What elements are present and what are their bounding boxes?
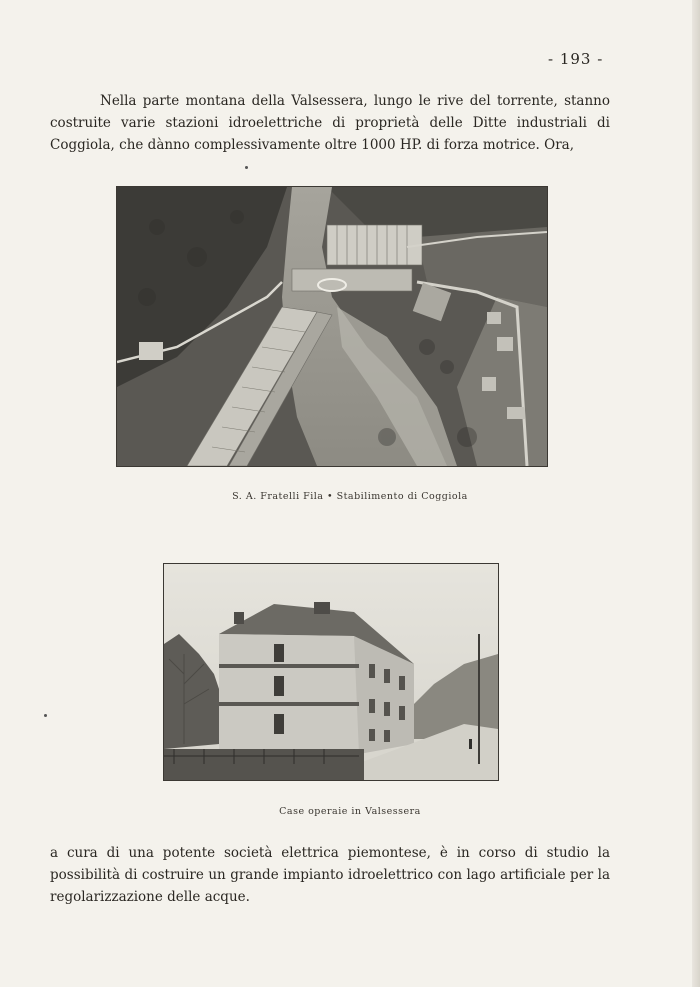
print-speck [245, 166, 248, 169]
figure-caption-housing: Case operaie in Valsessera [279, 806, 421, 817]
page-number: - 193 - [548, 50, 604, 68]
paragraph-bottom: a cura di una potente società elettrica piemontese, è in corso di studio la possibilità di costruire un grande impianto idroelettrico con lago artificiale per la regolarizzazione delle acque. [50, 845, 610, 905]
worker-housing-photo [163, 563, 499, 781]
print-speck [44, 714, 47, 717]
figure-caption-factory: S. A. Fratelli Fila • Stabilimento di Coggiola [232, 491, 468, 502]
paragraph-top: Nella parte montana della Valsessera, lungo le rive del torrente, stanno costruite varie stazioni idroelettriche di proprietà delle Ditte industriali di Coggiola, che dànno complessivamente oltre 1000 HP. di forza motrice. Ora, [50, 93, 610, 153]
aerial-factory-photo [116, 186, 548, 467]
